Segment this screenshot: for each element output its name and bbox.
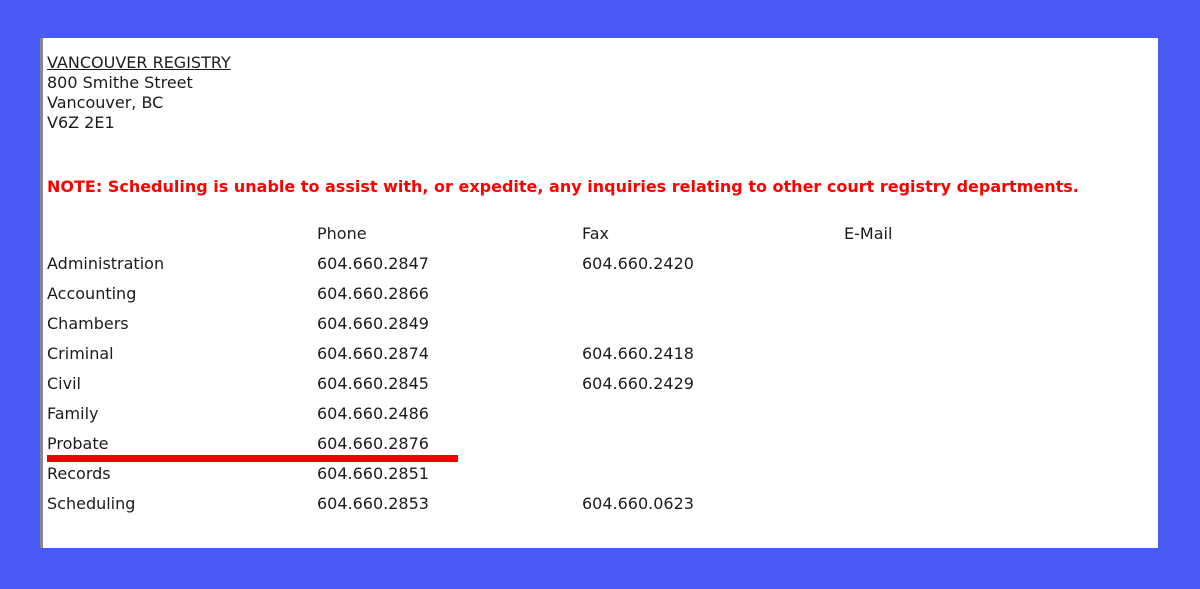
email-cell [844,399,1148,429]
department-cell: Criminal [47,344,114,363]
phone-cell: 604.660.2847 [317,254,429,273]
phone-cell: 604.660.2853 [317,494,429,513]
table-row [47,309,1148,339]
fax-cell [582,399,844,429]
department-cell: Probate [47,434,109,453]
email-cell [844,369,1148,399]
phone-cell: 604.660.2845 [317,374,429,393]
phone-cell: 604.660.2486 [317,404,429,423]
table-row [47,459,1148,489]
department-cell: Civil [47,374,81,393]
email-cell [844,429,1148,459]
department-cell: Records [47,464,111,483]
email-cell [844,339,1148,369]
registry-title: VANCOUVER REGISTRY [47,53,231,72]
phone-cell: 604.660.2849 [317,314,429,333]
department-column-header [47,219,317,249]
phone-cell: 604.660.2851 [317,464,429,483]
scheduling-note: NOTE: Scheduling is unable to assist with, or expedite, any inquiries relating to other court registry departments. [47,177,1079,196]
email-cell [844,279,1148,309]
department-cell: Administration [47,254,165,273]
registry-info-panel [40,38,1158,548]
address-line-street: 800 Smithe Street [47,73,193,92]
fax-cell [582,279,844,309]
table-row [47,339,1148,369]
table-row [47,249,1148,279]
phone-column-header: Phone [317,224,367,243]
table-body [47,249,1148,519]
email-cell [844,459,1148,489]
phone-cell: 604.660.2866 [317,284,429,303]
fax-cell: 604.660.0623 [582,494,694,513]
department-cell: Chambers [47,314,129,333]
table-row [47,369,1148,399]
email-column-header: E-Mail [844,224,893,243]
email-cell [844,309,1148,339]
fax-cell: 604.660.2420 [582,254,694,273]
email-cell [844,249,1148,279]
table-row [47,279,1148,309]
email-cell [844,489,1148,519]
fax-cell [582,459,844,489]
registry-address [47,73,1148,133]
department-cell: Scheduling [47,494,136,513]
table-header-row [47,219,1148,249]
table-row [47,489,1148,519]
department-cell: Accounting [47,284,137,303]
table-row [47,429,1148,459]
fax-column-header: Fax [582,224,610,243]
department-cell: Family [47,404,99,423]
phone-cell: 604.660.2876 [317,434,429,453]
table-row [47,399,1148,429]
fax-cell: 604.660.2429 [582,374,694,393]
address-line-city: Vancouver, BC [47,93,164,112]
fax-cell [582,309,844,339]
address-line-postal-code: V6Z 2E1 [47,113,115,132]
fax-cell: 604.660.2418 [582,344,694,363]
phone-cell: 604.660.2874 [317,344,429,363]
red-highlight-underline [47,455,458,462]
contacts-table [47,219,1148,519]
fax-cell [582,429,844,459]
